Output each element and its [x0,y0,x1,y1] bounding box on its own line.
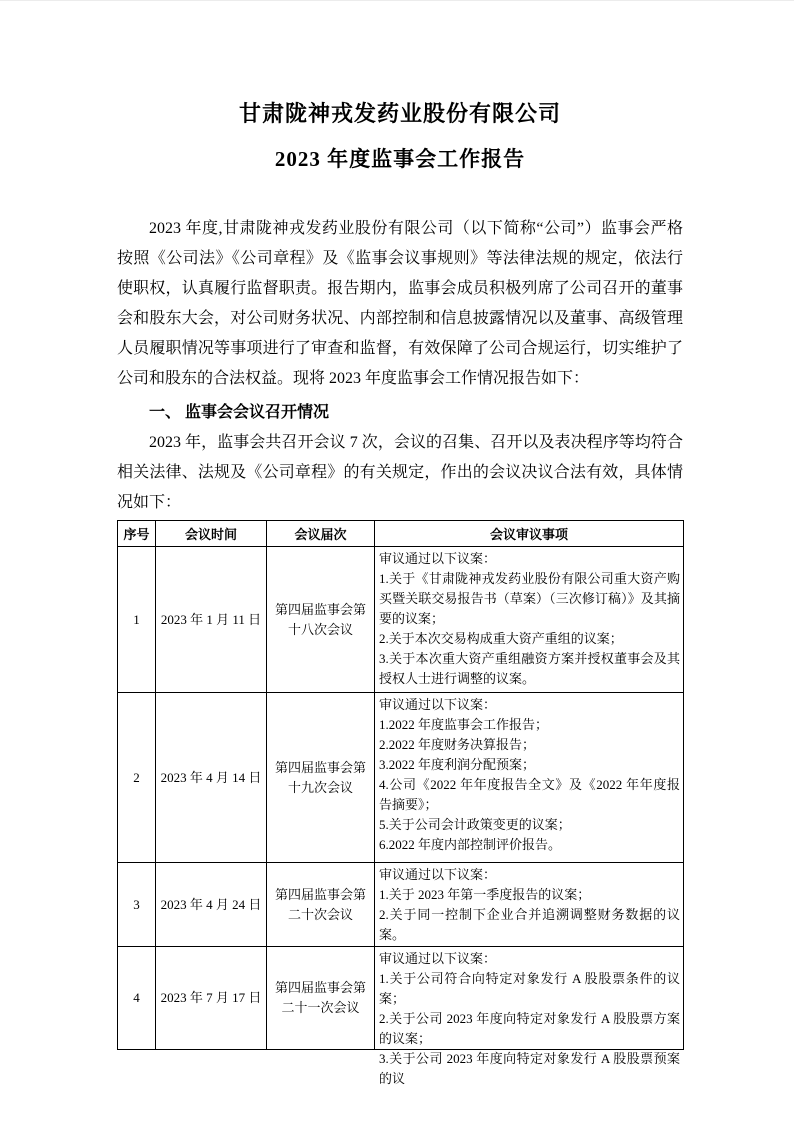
cell-meeting-no: 1 [118,547,156,693]
cell-meeting-no: 2 [118,693,156,863]
document-title: 甘肃陇神戎发药业股份有限公司 [238,101,561,126]
section-1-heading: 一、 监事会会议召开情况 [149,404,330,421]
agenda-item: 3.2022 年度利润分配预案； [379,757,536,772]
cell-meeting-session: 第四届监事会第十九次会议 [267,693,375,863]
meetings-table-header [118,521,684,547]
cell-meeting-agenda [375,693,684,863]
agenda-item: 2.关于本次交易构成重大资产重组的议案； [379,631,623,646]
column-header-agenda: 会议审议事项 [375,521,684,547]
column-header-no: 序号 [118,521,156,547]
cell-meeting-agenda [375,547,684,693]
cell-meeting-session: 第四届监事会第二十一次会议 [267,947,375,1050]
column-header-date: 会议时间 [156,521,267,547]
agenda-item: 1.关于 2023 年第一季度报告的议案； [379,887,591,902]
header-row [118,521,684,547]
cell-meeting-date: 2023 年 4 月 14 日 [156,693,267,863]
agenda-items [379,695,680,855]
table-row [118,547,684,693]
agenda-item: 1.2022 年度监事会工作报告； [379,717,549,732]
agenda-item: 3.关于公司 2023 年度向特定对象发行 A 股股票预案的议 [379,1051,680,1086]
cell-meeting-agenda [375,863,684,947]
agenda-item: 审议通过以下议案： [379,551,497,566]
cell-meeting-date: 2023 年 7 月 17 日 [156,947,267,1050]
table-row [118,947,684,1050]
cell-meeting-session: 第四届监事会第十八次会议 [267,547,375,693]
document-subtitle: 2023 年度监事会工作报告 [274,147,526,171]
section-1-paragraph: 2023 年，监事会共召开会议 7 次，会议的召集、召开以及表决程序等均符合相关法律、法规及《公司章程》的有关规定，作出的会议决议合法有效，具体情况如下： [117,434,683,511]
cell-meeting-no: 3 [118,863,156,947]
meetings-table-body [118,547,684,1086]
column-header-session: 会议届次 [267,521,375,547]
cell-meeting-agenda [375,947,684,1086]
agenda-item: 2.关于公司 2023 年度向特定对象发行 A 股股票方案的议案； [379,1011,680,1046]
agenda-item: 2.2022 年度财务决算报告； [379,737,536,752]
agenda-item: 6.2022 年度内部控制评价报告。 [379,837,562,852]
agenda-items [379,865,680,945]
agenda-items [379,549,680,689]
agenda-item: 1.关于公司符合向特定对象发行 A 股股票条件的议案； [379,971,680,1006]
agenda-item: 5.关于公司会计政策变更的议案； [379,817,571,832]
cell-meeting-session: 第四届监事会第二十次会议 [267,863,375,947]
agenda-item: 1.关于《甘肃陇神戎发药业股份有限公司重大资产购买暨关联交易报告书（草案）（三次修订稿）》及其摘要的议案； [379,571,680,626]
agenda-item: 2.关于同一控制下企业合并追溯调整财务数据的议案。 [379,907,680,942]
agenda-item: 4.公司《2022 年年度报告全文》及《2022 年年度报告摘要》； [379,777,680,812]
agenda-item: 审议通过以下议案： [379,697,497,712]
agenda-item: 3.关于本次重大资产重组融资方案并授权董事会及其授权人士进行调整的议案。 [379,651,680,686]
intro-paragraph: 2023 年度,甘肃陇神戎发药业股份有限公司（以下简称“公司”）监事会严格按照《公司法》《公司章程》及《监事会议事规则》等法律法规的规定，依法行使职权，认真履行监督职责。报告期内，监事会成员积极列席了公司召开的董事会和股东大会，对公司财务状况、内部控制和信息披露情况以及董事、高级管理人员履职情况等事项进行了审查和监督，有效保障了公司合规运行，切实维护了公司和股东的合法权益。现将 2023 年度监事会工作情况报告如下： [117,220,683,387]
meetings-table [117,520,684,1086]
cell-meeting-date: 2023 年 4 月 24 日 [156,863,267,947]
table-row [118,863,684,947]
agenda-item: 审议通过以下议案： [379,867,497,882]
cell-meeting-no: 4 [118,947,156,1050]
agenda-item: 审议通过以下议案： [379,951,497,966]
table-row [118,693,684,863]
cell-meeting-date: 2023 年 1 月 11 日 [156,547,267,693]
agenda-items [379,949,680,1086]
